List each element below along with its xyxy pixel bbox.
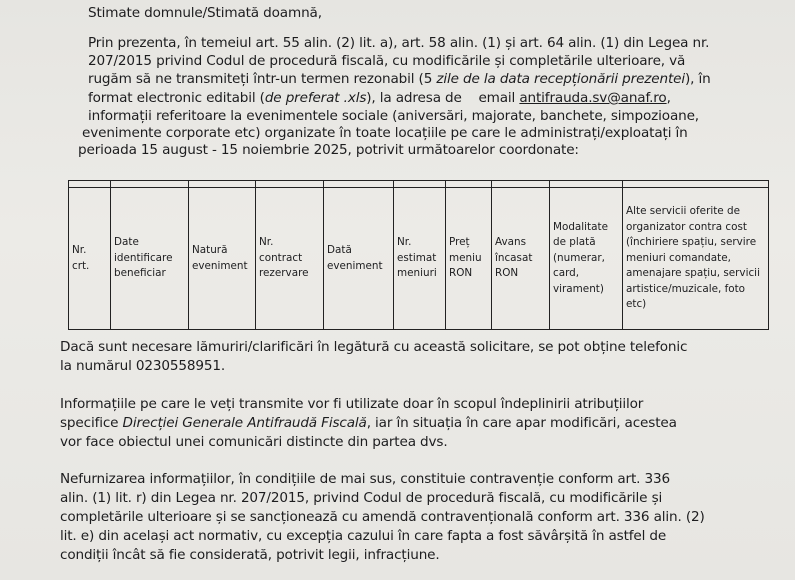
intro-line: Prin prezenta, în temeiul art. 55 alin. (2) lit. a), art. 58 alin. (1) și art. 64 alin. (1) din Legea nr. [88, 35, 710, 51]
table-cell [492, 181, 550, 188]
table-cell [256, 181, 324, 188]
penalty-line: completările ulterioare și se sancționează cu amendă contravențională conform art. 336 alin. (2) [60, 509, 705, 525]
header-event-date: Dată eveniment [324, 188, 394, 330]
usage-line: specifice Direcției Generale Antifraudă Fiscală, iar în situația în care apar modificări, acestea [60, 415, 677, 431]
penalty-line: Nefurnizarea informațiilor, în condițiile de mai sus, constituie contravenție conform art. 336 [60, 471, 670, 487]
table-spacer-row [69, 181, 769, 188]
intro-line: informații referitoare la evenimentele sociale (aniversări, majorate, banchete, simpozioane, [88, 108, 699, 124]
table-cell [394, 181, 446, 188]
preferred-format: de preferat .xls [264, 90, 367, 106]
header-estimated-menus: Nr. estimat meniuri [394, 188, 446, 330]
header-other-services: Alte servicii oferite de organizator contra cost (închiriere spațiu, servire meniuri comandate, amenajare spațiu, servicii artistice/muzicale, foto etc) [623, 188, 769, 330]
table-cell [550, 181, 623, 188]
header-nr-crt: Nr. crt. [69, 188, 111, 330]
table-cell [623, 181, 769, 188]
intro-line: format electronic editabil (de preferat .xls), la adresa de email antifrauda.sv@anaf.ro, [88, 90, 671, 106]
usage-line: vor face obiectul unei comunicări distincte din partea dvs. [60, 434, 448, 450]
table-cell [111, 181, 189, 188]
intro-line: perioada 15 august - 15 noiembrie 2025, potrivit următoarelor coordonate: [78, 142, 579, 158]
directorate-name: Direcției Generale Antifraudă Fiscală [122, 415, 367, 431]
coordinates-table [68, 180, 769, 330]
header-beneficiary: Date identificare beneficiar [111, 188, 189, 330]
table-cell [446, 181, 492, 188]
email-link[interactable]: antifrauda.sv@anaf.ro [519, 90, 667, 106]
greeting: Stimate domnule/Stimată doamnă, [88, 5, 322, 21]
penalty-line: alin. (1) lit. r) din Legea nr. 207/2015, privind Codul de procedură fiscală, cu modificările și [60, 490, 663, 506]
deadline-term: zile de la data recepționării prezentei [436, 71, 685, 87]
intro-line: rugăm să ne transmiteți într-un termen rezonabil (5 zile de la data recepționării prezentei), în [88, 71, 711, 87]
intro-line: evenimente corporate etc) organizate în toate locațiile pe care le administrați/exploatați în [82, 125, 688, 141]
header-menu-price: Preț meniu RON [446, 188, 492, 330]
contact-line: la numărul 0230558951. [60, 358, 226, 374]
penalty-line: condiții încât să fie considerată, potrivit legii, infracțiune. [60, 547, 440, 563]
table-cell [69, 181, 111, 188]
penalty-line: lit. e) din același act normativ, cu excepția cazului în care fapta a fost săvârșită în astfel de [60, 528, 667, 544]
header-advance: Avans încasat RON [492, 188, 550, 330]
contact-line: Dacă sunt necesare lămuriri/clarificări în legătură cu această solicitare, se pot obține telefonic [60, 339, 688, 355]
usage-line: Informațiile pe care le veți transmite vor fi utilizate doar în scopul îndeplinirii atribuțiilor [60, 396, 644, 412]
intro-line: 207/2015 privind Codul de procedură fiscală, cu modificările și completările ulterioare, vă [88, 53, 686, 69]
table-header-row [69, 188, 769, 330]
header-payment-method: Modalitate de plată (numerar, card, virament) [550, 188, 623, 330]
header-contract-number: Nr. contract rezervare [256, 188, 324, 330]
header-event-type: Natură eveniment [189, 188, 256, 330]
table-cell [324, 181, 394, 188]
table-cell [189, 181, 256, 188]
